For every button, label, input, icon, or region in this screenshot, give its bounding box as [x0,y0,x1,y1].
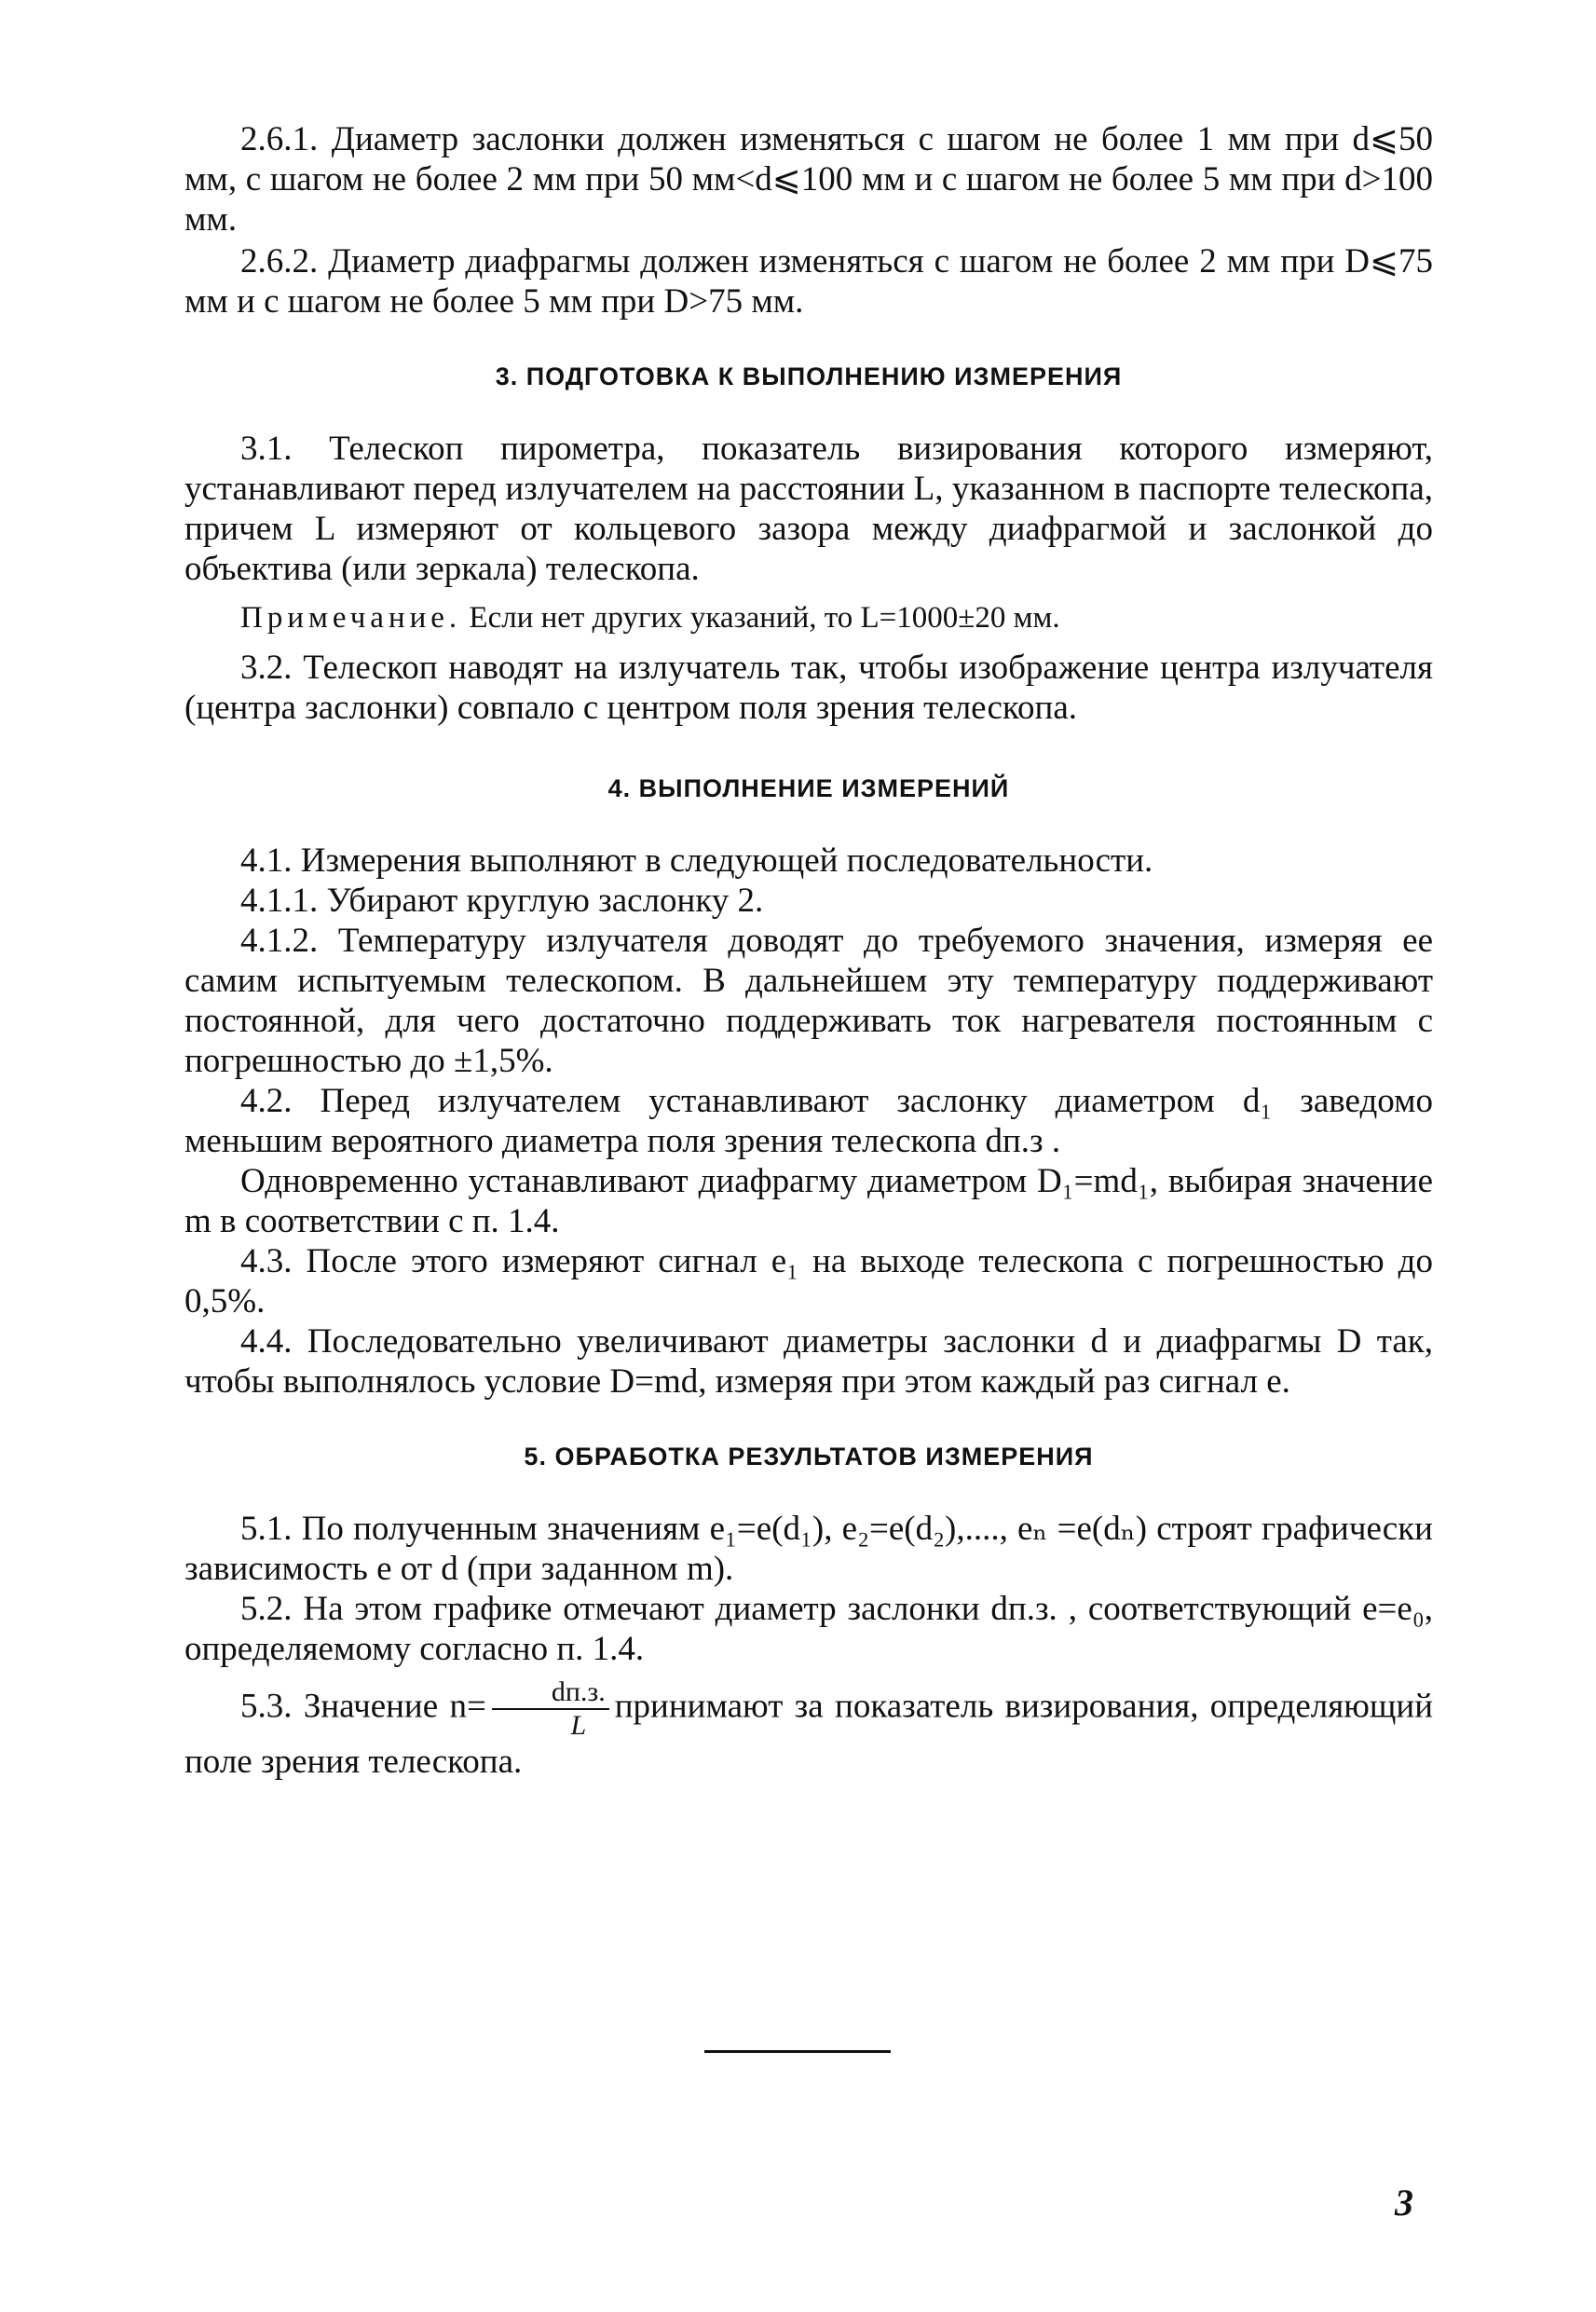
paragraph-5-2: 5.2. На этом графике отмечают диаметр заслонки dп.з. , соответствующий e=e₀, определяемому согласно п. 1.4. [184,1590,1433,1668]
paragraph-2-6-1: 2.6.1. Диаметр заслонки должен изменяться с шагом не более 1 мм при d⩽50 мм, с шагом не более 2 мм при 50 мм<d⩽100 мм и с шагом не более 5 мм при d>100 мм. [184,120,1433,239]
end-rule [704,2050,891,2053]
fraction-numerator: dп.з. [492,1676,609,1710]
paragraph-4-2-continued: Одновременно устанавливают диафрагму диаметром D₁=md₁, выбирая значение m в соответствии с п. 1.4. [184,1162,1433,1240]
note-label: Примечание. [240,601,462,635]
paragraph-5-1: 5.1. По полученным значениям e₁=e(d₁), e₂=e(d₂),...., eₙ =e(dₙ) строят графически зависимость e от d (при заданном m). [184,1510,1433,1588]
note [184,598,1433,638]
page-number: 3 [1395,2182,1413,2223]
document-body [184,119,1433,1782]
formula-prefix: 5.3. Значение n= [240,1687,486,1726]
paragraph-4-2: 4.2. Перед излучателем устанавливают заслонку диаметром d₁ заведомо меньшим вероятного диаметра поля зрения телескопа dп.з . [184,1082,1433,1160]
paragraph-2-6-2: 2.6.2. Диаметр диафрагмы должен изменяться с шагом не более 2 мм при D⩽75 мм и с шагом не более 5 мм при D>75 мм. [184,242,1433,321]
paragraph-4-1: 4.1. Измерения выполняют в следующей последовательности. [240,841,1153,880]
fraction-formula [492,1676,609,1742]
section-heading-4: 4. ВЫПОЛНЕНИЕ ИЗМЕРЕНИЙ [607,774,1010,802]
paragraph-4-3: 4.3. После этого измеряют сигнал e₁ на выходе телескопа с погрешностью до 0,5%. [184,1242,1433,1320]
fraction-denominator: L [570,1710,587,1741]
paragraph-3-2: 3.2. Телескоп наводят на излучатель так, чтобы изображение центра излучателя (центра заслонки) совпало с центром поля зрения телескопа. [184,649,1433,727]
paragraph-4-1-2: 4.1.2. Температуру излучателя доводят до требуемого значения, измеряя ее самим испытуемым телескопом. В дальнейшем эту температуру поддерживают постоянной, для чего достаточно поддерживать ток нагревателя постоянным с погрешностью до ±1,5%. [184,922,1433,1080]
formula-suffix: принимают за показатель визирования, определяющий поле зрения телескопа. [184,1687,1433,1781]
paragraph-5-3 [184,1676,1433,1782]
paragraph-4-1-1: 4.1.1. Убирают круглую заслонку 2. [240,882,764,920]
section-heading-5: 5. ОБРАБОТКА РЕЗУЛЬТАТОВ ИЗМЕРЕНИЯ [524,1443,1094,1471]
paragraph-4-4: 4.4. Последовательно увеличивают диаметры заслонки d и диафрагмы D так, чтобы выполнялось условие D=md, измеряя при этом каждый раз сигнал e. [184,1322,1433,1401]
section-heading-3: 3. ПОДГОТОВКА К ВЫПОЛНЕНИЮ ИЗМЕРЕНИЯ [495,363,1123,390]
note-text: Если нет других указаний, то L=1000±20 мм. [469,601,1060,635]
paragraph-3-1: 3.1. Телескоп пирометра, показатель визирования которого измеряют, устанавливают перед излучателем на расстоянии L, указанном в паспорте телескопа, причем L измеряют от кольцевого зазора между диафрагмой и заслонкой до объектива (или зеркала) телескопа. [184,430,1433,588]
